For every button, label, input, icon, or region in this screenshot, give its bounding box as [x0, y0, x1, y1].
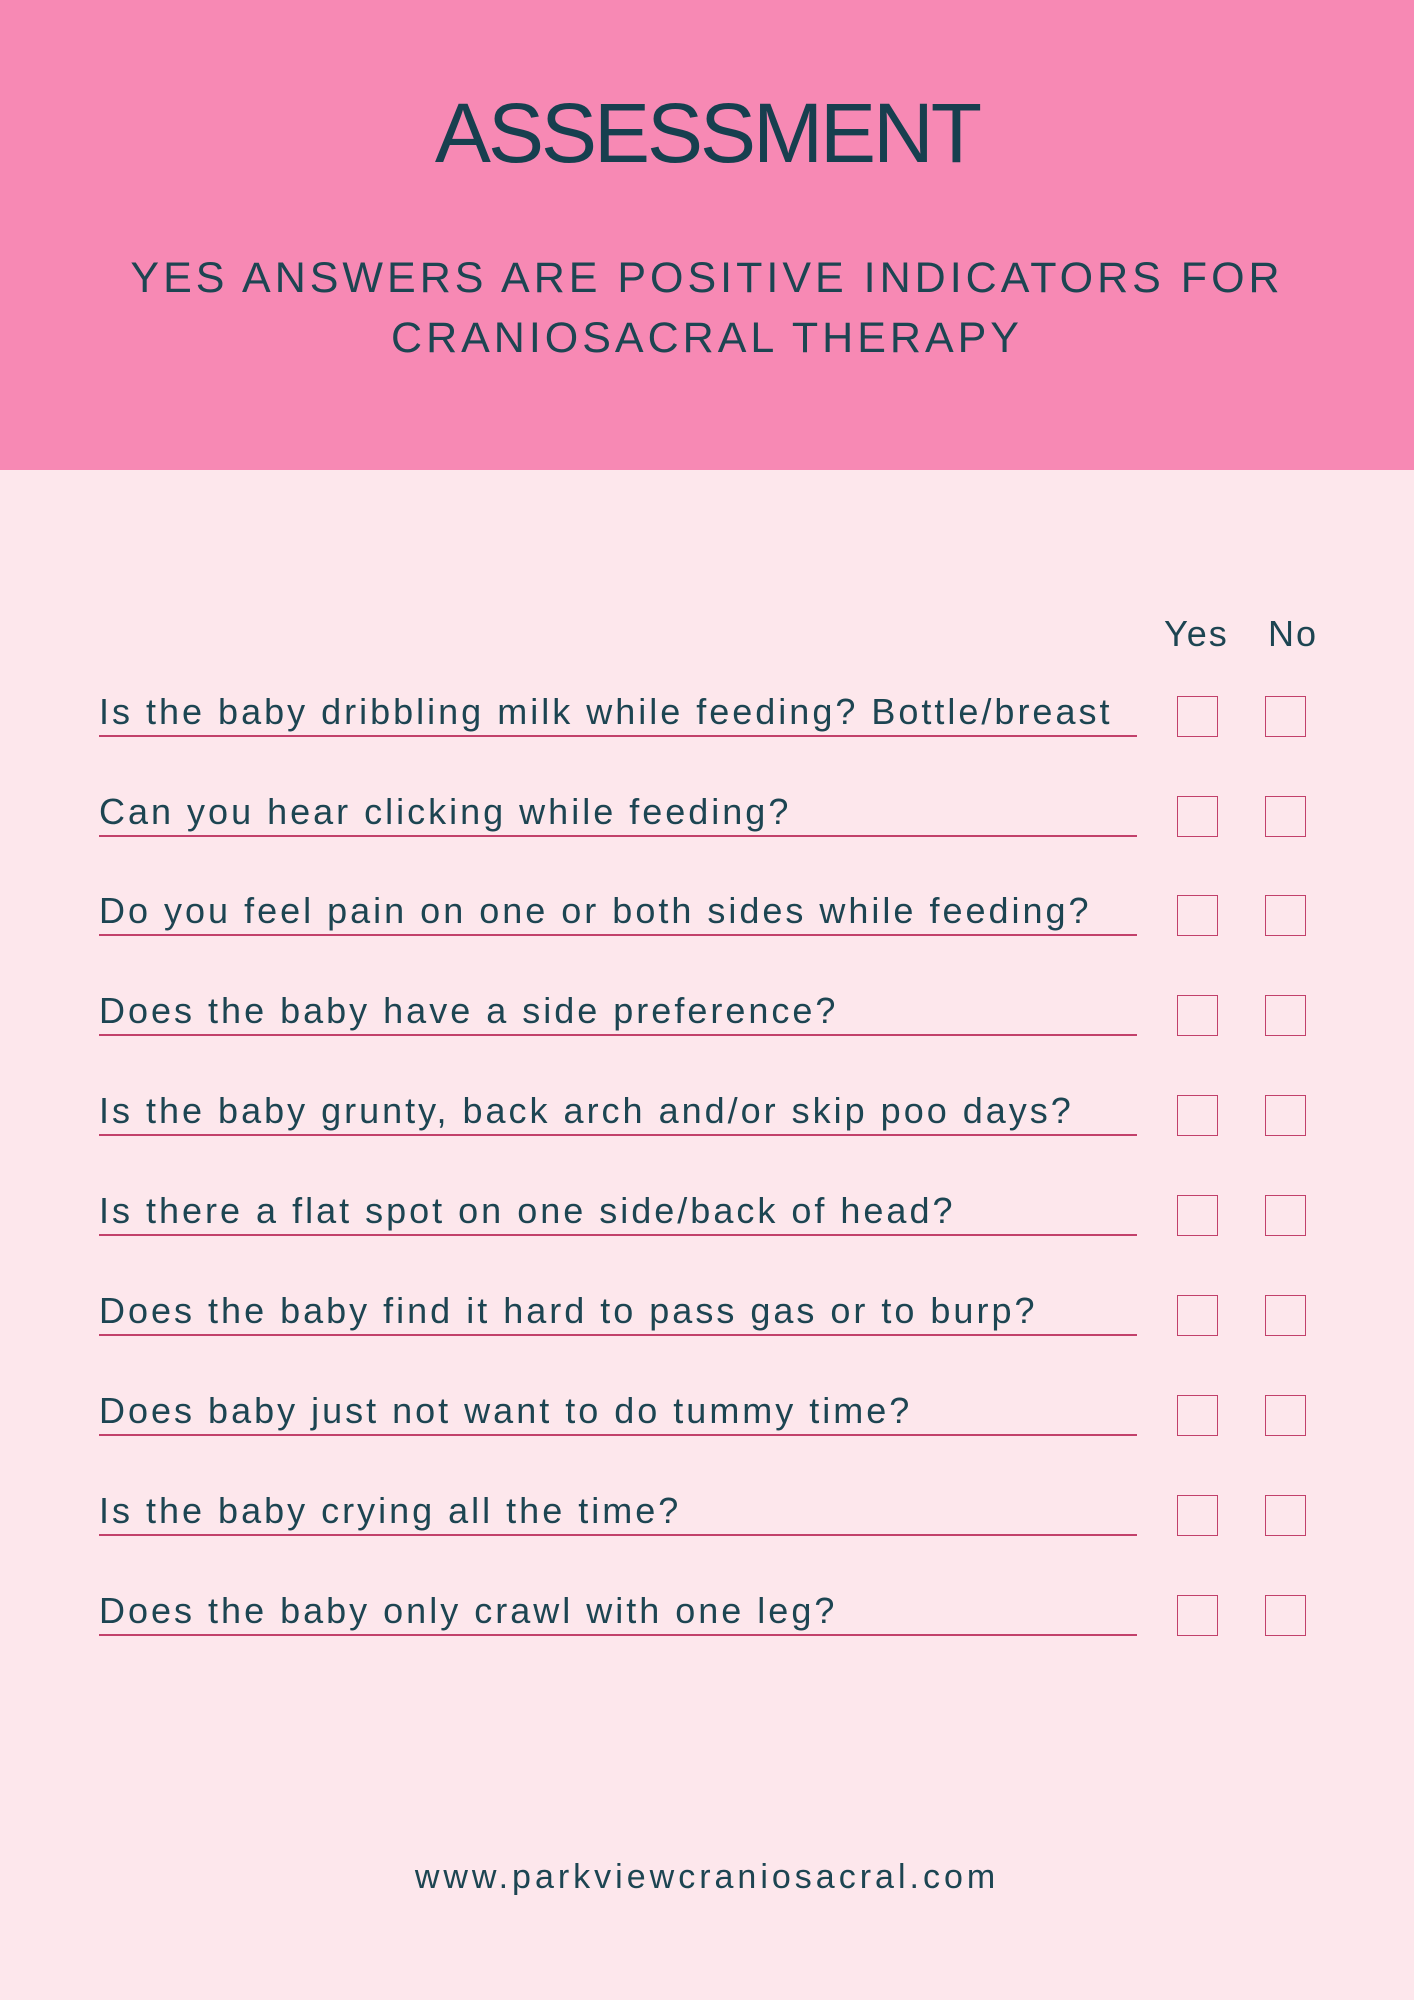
- page-subtitle: [100, 248, 1314, 368]
- question-row: [0, 777, 1414, 837]
- question-row: [0, 1376, 1414, 1436]
- question-text: Is the baby dribbling milk while feeding? Bottle/breast: [99, 691, 1113, 732]
- question-row: [0, 677, 1414, 737]
- yes-checkbox[interactable]: [1177, 895, 1218, 936]
- header-banner: [0, 0, 1414, 470]
- no-checkbox[interactable]: [1265, 696, 1306, 737]
- question-row: [0, 1476, 1414, 1536]
- question-text: Does the baby find it hard to pass gas or to burp?: [99, 1290, 1038, 1331]
- answer-underline: [99, 1334, 1137, 1336]
- no-checkbox[interactable]: [1265, 796, 1306, 837]
- answer-underline: [99, 1534, 1137, 1536]
- answer-underline: [99, 835, 1137, 837]
- no-checkbox[interactable]: [1265, 1395, 1306, 1436]
- yes-checkbox[interactable]: [1177, 1295, 1218, 1336]
- question-text: Can you hear clicking while feeding?: [99, 791, 792, 832]
- question-text: Does the baby only crawl with one leg?: [99, 1590, 838, 1631]
- question-row: [0, 876, 1414, 936]
- no-checkbox[interactable]: [1265, 1495, 1306, 1536]
- yes-checkbox[interactable]: [1177, 1595, 1218, 1636]
- question-text: Does baby just not want to do tummy time?: [99, 1390, 913, 1431]
- subtitle-line-1: YES ANSWERS ARE POSITIVE INDICATORS FOR: [130, 254, 1284, 302]
- question-row: [0, 1276, 1414, 1336]
- question-row: [0, 1076, 1414, 1136]
- no-column-header: No: [1268, 613, 1319, 654]
- question-text: Is there a flat spot on one side/back of head?: [99, 1190, 956, 1231]
- yes-checkbox[interactable]: [1177, 995, 1218, 1036]
- yes-checkbox[interactable]: [1177, 1095, 1218, 1136]
- yes-column-header: Yes: [1164, 613, 1229, 654]
- no-checkbox[interactable]: [1265, 995, 1306, 1036]
- yes-checkbox[interactable]: [1177, 696, 1218, 737]
- page-title: ASSESSMENT: [434, 86, 980, 180]
- yes-checkbox[interactable]: [1177, 1395, 1218, 1436]
- question-row: [0, 976, 1414, 1036]
- question-row: [0, 1176, 1414, 1236]
- no-checkbox[interactable]: [1265, 1095, 1306, 1136]
- question-text: Is the baby grunty, back arch and/or skip poo days?: [99, 1090, 1074, 1131]
- question-text: Does the baby have a side preference?: [99, 990, 839, 1031]
- question-text: Do you feel pain on one or both sides while feeding?: [99, 890, 1092, 931]
- no-checkbox[interactable]: [1265, 1195, 1306, 1236]
- answer-underline: [99, 1234, 1137, 1236]
- yes-checkbox[interactable]: [1177, 1495, 1218, 1536]
- website-link[interactable]: www.parkviewcraniosacral.com: [414, 1858, 1000, 1896]
- no-checkbox[interactable]: [1265, 1595, 1306, 1636]
- answer-underline: [99, 1634, 1137, 1636]
- answer-underline: [99, 1034, 1137, 1036]
- question-text: Is the baby crying all the time?: [99, 1490, 682, 1531]
- yes-checkbox[interactable]: [1177, 796, 1218, 837]
- answer-underline: [99, 1134, 1137, 1136]
- yes-checkbox[interactable]: [1177, 1195, 1218, 1236]
- no-checkbox[interactable]: [1265, 895, 1306, 936]
- question-row: [0, 1576, 1414, 1636]
- no-checkbox[interactable]: [1265, 1295, 1306, 1336]
- answer-underline: [99, 735, 1137, 737]
- answer-underline: [99, 1434, 1137, 1436]
- subtitle-line-2: CRANIOSACRAL THERAPY: [391, 314, 1023, 362]
- answer-underline: [99, 934, 1137, 936]
